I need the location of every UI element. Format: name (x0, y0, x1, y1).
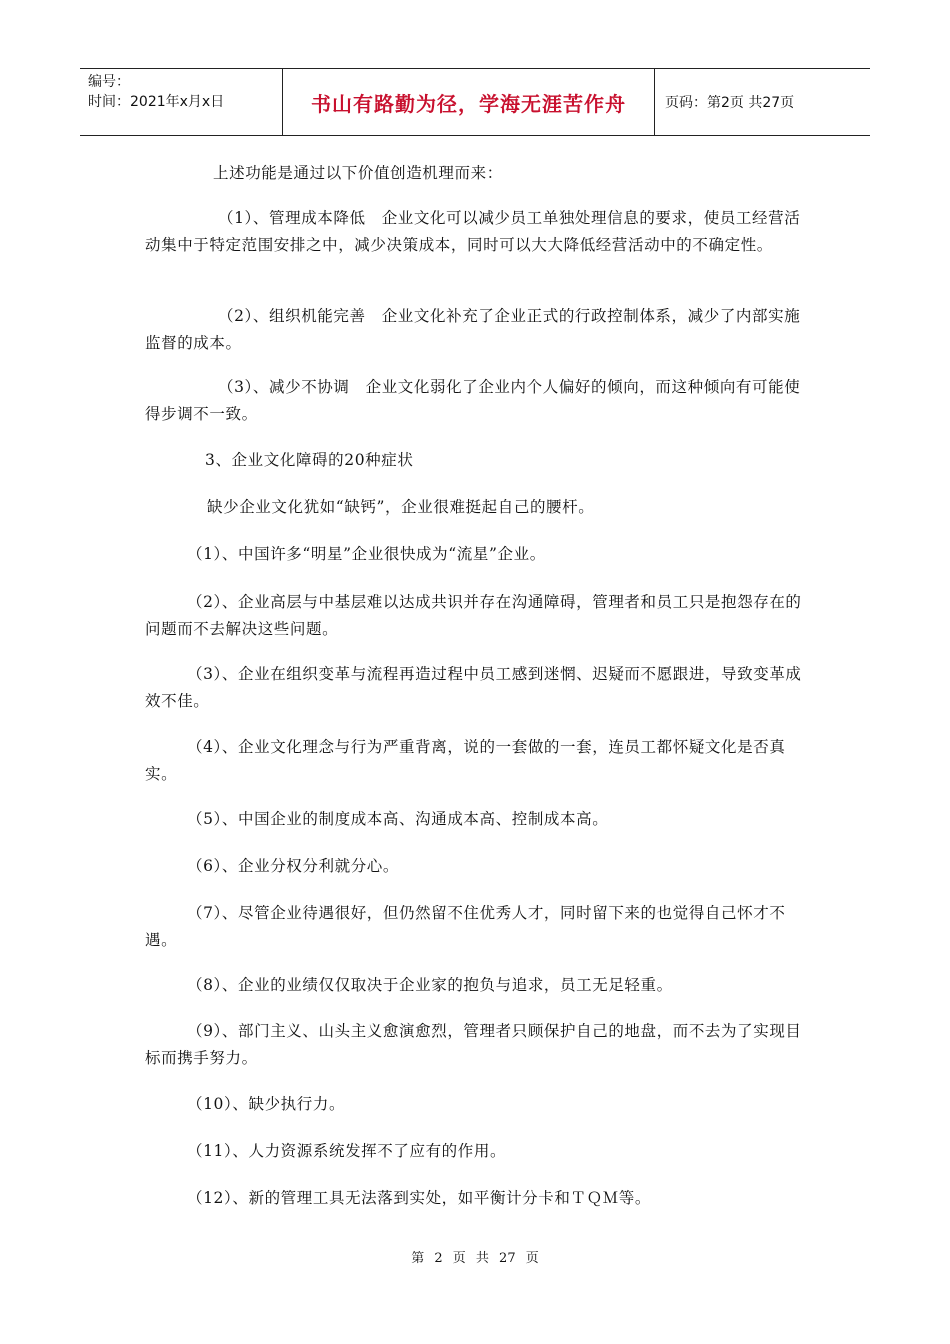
list-item: （5）、中国企业的制度成本高、沟通成本高、控制成本高。 (187, 810, 609, 828)
list-item: （3）、企业在组织变革与流程再造过程中员工感到迷惘、迟疑而不愿跟进，导致变革成效不佳。 (145, 665, 802, 710)
paragraph: （3）、减少不协调 企业文化弱化了企业内个人偏好的倾向，而这种倾向有可能使得步调不一致。 (145, 378, 801, 423)
list-item: （10）、缺少执行力。 (187, 1095, 346, 1113)
page-footer: 第 2 页 共 27 页 (411, 1251, 539, 1266)
paragraph: 缺少企业文化犹如“缺钙”，企业很难挺起自己的腰杆。 (207, 498, 595, 516)
list-item: （12）、新的管理工具无法落到实处，如平衡计分卡和ＴＱＭ等。 (187, 1189, 651, 1207)
page-header (80, 68, 870, 136)
paragraph: （1）、管理成本降低 企业文化可以减少员工单独处理信息的要求，使员工经营活动集中于特定范围安排之中，减少决策成本，同时可以大大降低经营活动中的不确定性。 (145, 209, 801, 254)
list-item: （4）、企业文化理念与行为严重背离，说的一套做的一套，连员工都怀疑文化是否真实。 (145, 738, 786, 783)
list-item: （11）、人力资源系统发挥不了应有的作用。 (187, 1142, 507, 1160)
document-time: 时间：2021年x月x日 (88, 94, 225, 110)
header-page-info: 页码：第2页 共27页 (665, 95, 795, 111)
paragraph: （2）、组织机能完善 企业文化补充了企业正式的行政控制体系，减少了内部实施监督的成本。 (145, 307, 801, 352)
list-item: （7）、尽管企业待遇很好，但仍然留不住优秀人才，同时留下来的也觉得自己怀才不遇。 (145, 904, 786, 949)
list-item: （1）、中国许多“明星”企业很快成为“流星”企业。 (187, 545, 546, 563)
list-item: （8）、企业的业绩仅仅取决于企业家的抱负与追求，员工无足轻重。 (187, 976, 673, 994)
header-motto-cell (283, 69, 655, 135)
paragraph: 上述功能是通过以下价值创造机理而来： (213, 164, 503, 182)
section-heading: 3、企业文化障碍的20种症状 (205, 451, 414, 469)
list-item: （2）、企业高层与中基层难以达成共识并存在沟通障碍，管理者和员工只是抱怨存在的问题而不去解决这些问题。 (145, 593, 802, 638)
header-meta (80, 69, 283, 135)
header-motto: 书山有路勤为径，学海无涯苦作舟 (311, 91, 626, 116)
list-item: （6）、企业分权分利就分心。 (187, 857, 400, 875)
document-number-label: 编号： (88, 74, 130, 90)
list-item: （9）、部门主义、山头主义愈演愈烈，管理者只顾保护自己的地盘，而不去为了实现目标而携手努力。 (145, 1022, 802, 1067)
